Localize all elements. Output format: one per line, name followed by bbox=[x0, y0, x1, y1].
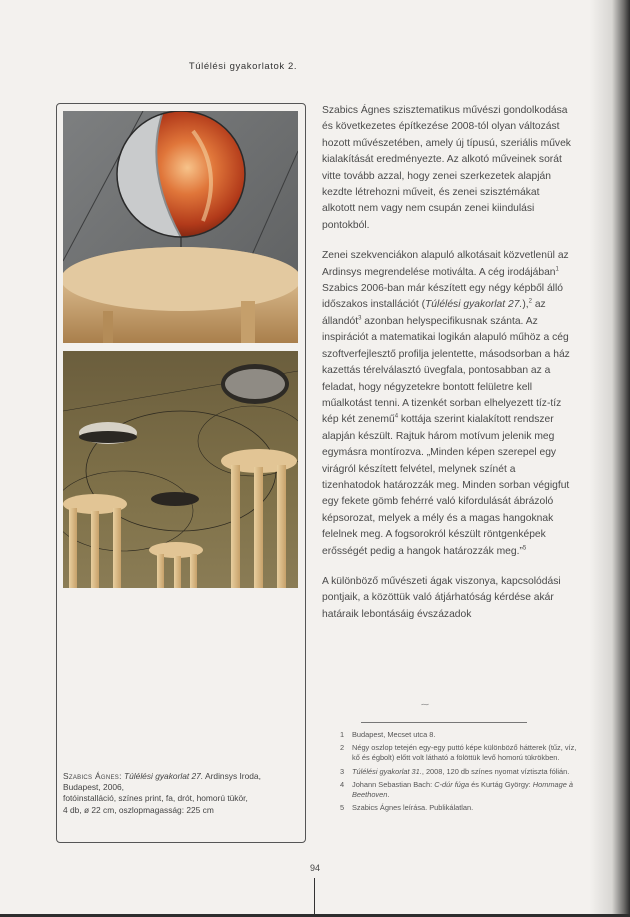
caption-artist: Szabics Ágnes: bbox=[63, 771, 122, 781]
footnote-ref-1[interactable]: 1 bbox=[555, 266, 559, 273]
paragraph-2: Zenei szekvenciákon alapuló alkotásait közvetlenül az Ardinsys megrendelése motiválta. A cég irodájában$^1$ Szabics 2006-ban már készített egy négy képből álló időszakos installációt (Túlélési gyakorlat 27.),$^2$ az állandót$^3$ azonban helyspecifikusnak szánta. Az inspirációt a matematikai logikán alapuló műhöz a cég szoftverfejlesztő profilja jelentette, másodsorban a ház kazettás térelválasztó üvegfala, pontosabban az a feladat, hogy négyzetekre bontott felületre kell műalkotást tenni. A tizenkét sorban elhelyezett tíz-tíz kép két zenemű$^4$ kottája szerint kialakított rendszer alapján készült. Rajtuk három motívum jelenik meg egymásra montírozva. „Minden képen szerepel egy virágról készített felvétel, melynek színét a tizenhatodok határozzák meg. Minden sorban végigfut egy fekete gömb fehérré való kifordulását ábrázoló képsorozat, melyek a mély és a magas hangoknak felelnek meg. A fogsorokról készült röntgenképek erősségét pedig a hangok határozzák meg.”$^5$ bbox=[322, 250, 570, 557]
running-header: Túlélési gyakorlatok 2. bbox=[188, 61, 298, 72]
ornament-mark: ⁓ bbox=[421, 700, 429, 709]
caption-dimensions: 4 db, ø 22 cm, oszlopmagasság: 225 cm bbox=[63, 804, 214, 815]
body-text bbox=[322, 103, 575, 623]
caption-medium: fotóinstalláció, színes print, fa, drót, homorú tükör, bbox=[63, 793, 248, 804]
footnote-item: 2 Négy oszlop tetején egy-egy puttó képe különböző hátterek (tűz, víz, kő és égbolt) előtt volt látható a fölöttük levő homorú tükrökben. bbox=[340, 743, 577, 763]
page-tick-mark bbox=[314, 878, 315, 914]
artwork-title: Túlélési gyakorlat 27. bbox=[425, 299, 523, 311]
paragraph-1: Szabics Ágnes szisztematikus művészi gondolkodása és következetes építkezése 2008-tól olyan változást hozott művészetében, amely új típusú, szeriális művek kialakítását eredményezte. Az alkotó műveinek sorát vitte tovább azzal, hogy zenei szerkezetek alapján kezdte létrehozni műveit, és zenei szisztémákat alkotott nem vagy nem csupán zenei kiindulási pontokból. bbox=[322, 105, 571, 231]
caption-title: Túlélési gyakorlat 27. bbox=[124, 771, 204, 781]
caption-place-year: Budapest, 2006, bbox=[63, 782, 125, 793]
paragraph-3: A különböző művészeti ágak viszonya, kapcsolódási pontjaik, a közöttük való átjárhatóság kérdése akár határaik lebontásáig évszázadok bbox=[322, 575, 561, 620]
page-edge-shadow bbox=[590, 0, 630, 917]
footnotes bbox=[340, 730, 580, 816]
footnote-ref-2[interactable]: 2 bbox=[528, 299, 532, 306]
footnote-item: 4 Johann Sebastian Bach: C-dúr fúga és Kurtág György: Hommage à Beethoven. bbox=[340, 779, 574, 800]
photo-installation-room bbox=[63, 351, 298, 588]
footnote-ref-4[interactable]: 4 bbox=[394, 413, 399, 420]
footnote-ref-5[interactable]: 5 bbox=[522, 545, 527, 552]
footnote-item: 1 Budapest, Mecset utca 8. bbox=[340, 730, 436, 739]
figure-caption bbox=[63, 771, 303, 816]
photo-mirror-on-pedestal bbox=[63, 111, 298, 343]
footnote-item: 3 Túlélési gyakorlat 31., 2008, 120 db színes nyomat víztiszta fólián. bbox=[340, 766, 570, 776]
footnote-item: 5 Szabics Ágnes leírása. Publikálatlan. bbox=[340, 803, 474, 813]
footnote-divider bbox=[361, 722, 527, 723]
footnote-ref-3[interactable]: 3 bbox=[358, 315, 362, 322]
caption-venue: Ardinsys Iroda, bbox=[203, 771, 261, 781]
page-number: 94 bbox=[309, 863, 320, 873]
